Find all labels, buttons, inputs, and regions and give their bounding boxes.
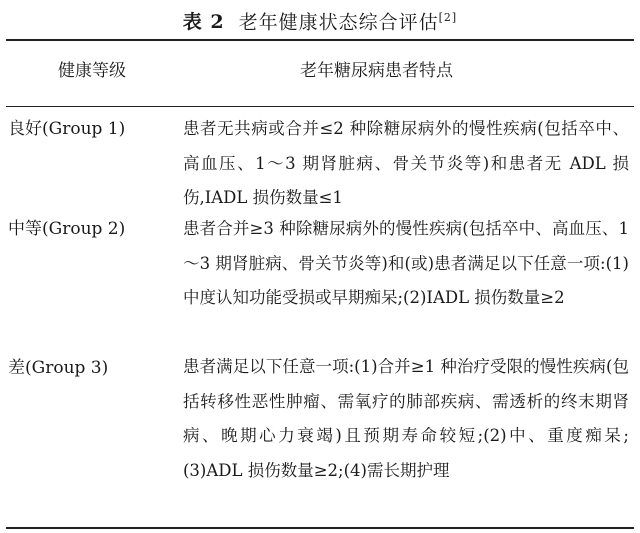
row-grade-good: 良好(Group 1) <box>8 119 126 139</box>
row-features-medium: 患者合并≥3 种除糖尿病外的慢性疾病(包括卒中、高血压、1～3 期肾脏病、骨关节炎等)和(或)患者满足以下任意一项:(1)中度认知功能受损或早期痴呆;(2)IADL 损伤数量≥2 <box>183 219 629 307</box>
header-grade: 健康等级 <box>58 61 126 81</box>
table-title <box>0 6 640 34</box>
table-label: 表 2 <box>182 11 225 34</box>
header-rule <box>6 106 634 107</box>
header-features: 老年糖尿病患者特点 <box>300 61 453 81</box>
table-title-text: 老年健康状态综合评估 <box>238 11 439 34</box>
row-features-poor: 患者满足以下任意一项:(1)合并≥1 种治疗受限的慢性疾病(包括转移性恶性肿瘤、需氧疗的肺部疾病、需透析的终末期肾病、晚期心力衰竭)且预期寿命较短;(2)中、重度痴呆;(3)ADL 损伤数量≥2;(4)需长期护理 <box>183 357 629 480</box>
row-grade-poor: 差(Group 3) <box>8 358 109 378</box>
row-features-good: 患者无共病或合并≤2 种除糖尿病外的慢性疾病(包括卒中、高血压、1～3 期肾脏病、骨关节炎等)和患者无 ADL 损伤,IADL 损伤数量≤1 <box>183 119 629 207</box>
bottom-rule <box>6 527 634 529</box>
top-rule <box>6 39 634 41</box>
citation-marker: [2] <box>438 11 458 24</box>
row-grade-medium: 中等(Group 2) <box>8 219 126 239</box>
